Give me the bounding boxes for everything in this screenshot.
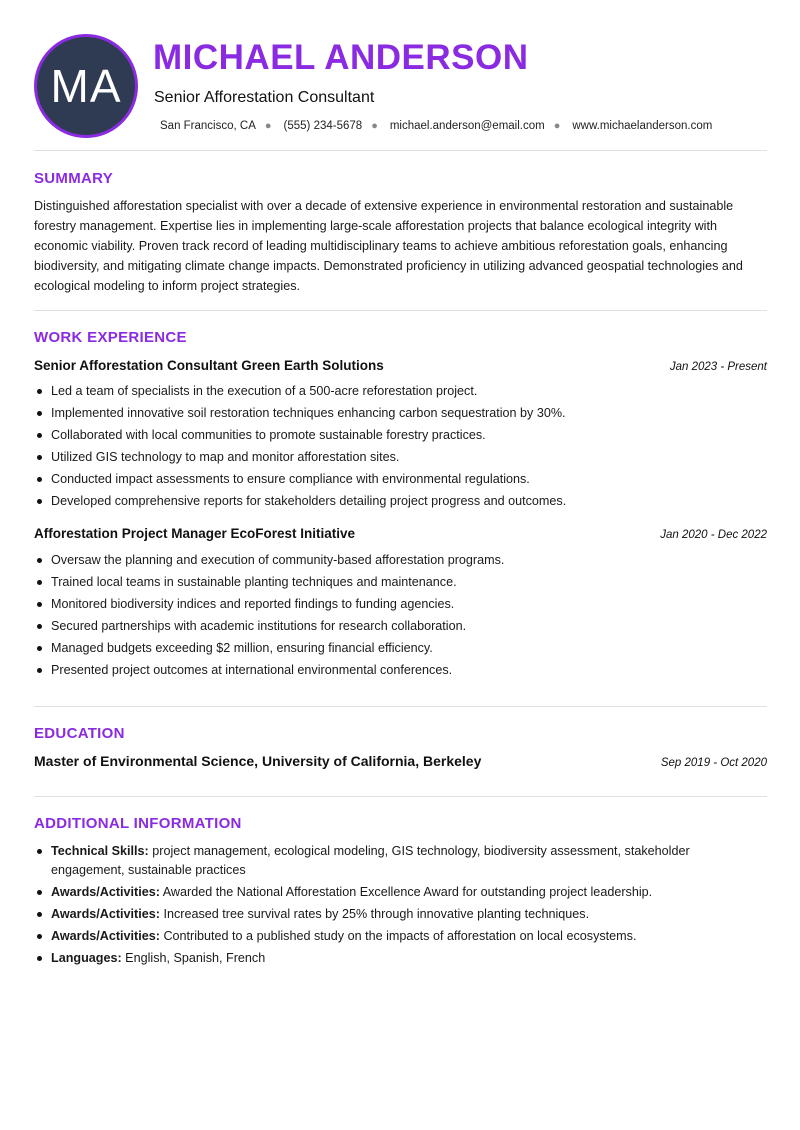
list-item: Implemented innovative soil restoration techniques enhancing carbon sequestration by 30%.: [34, 402, 767, 424]
contact-email[interactable]: michael.anderson@email.com: [389, 120, 545, 132]
divider: [34, 706, 767, 707]
list-item: Trained local teams in sustainable planting techniques and maintenance.: [34, 571, 767, 593]
job-title: Senior Afforestation Consultant Green Earth Solutions: [34, 358, 384, 373]
list-item: Presented project outcomes at international environmental conferences.: [34, 659, 767, 681]
list-item: [34, 883, 734, 902]
item-text: English, Spanish, French: [121, 951, 266, 965]
candidate-name: MICHAEL ANDERSON: [153, 38, 529, 77]
list-item: Collaborated with local communities to promote sustainable forestry practices.: [34, 424, 767, 446]
work-experience-heading: WORK EXPERIENCE: [34, 329, 187, 346]
item-label: Awards/Activities:: [51, 929, 160, 943]
additional-info-list: [34, 842, 734, 971]
list-item: [34, 927, 734, 946]
contact-bar: [160, 120, 712, 132]
item-text: project management, ecological modeling, GIS technology, biodiversity assessment, stakeholder engagement, sustainable practices: [51, 844, 690, 877]
job-date: Jan 2020 - Dec 2022: [660, 529, 767, 541]
job-bullets: [34, 549, 767, 681]
item-label: Awards/Activities:: [51, 907, 160, 921]
divider: [34, 310, 767, 311]
list-item: Oversaw the planning and execution of community-based afforestation programs.: [34, 549, 767, 571]
education-entry: [34, 753, 767, 769]
summary-heading: SUMMARY: [34, 170, 114, 187]
job-header: [34, 526, 767, 541]
avatar: [34, 34, 138, 138]
item-text: Awarded the National Afforestation Excellence Award for outstanding project leadership.: [159, 885, 653, 899]
job-date: Jan 2023 - Present: [669, 361, 767, 373]
separator-dot: ●: [553, 120, 561, 132]
item-text: Increased tree survival rates by 25% through innovative planting techniques.: [159, 907, 590, 921]
avatar-initials: MA: [50, 60, 122, 112]
education-heading: EDUCATION: [34, 725, 125, 742]
list-item: Secured partnerships with academic institutions for research collaboration.: [34, 615, 767, 637]
additional-info-heading: ADDITIONAL INFORMATION: [34, 815, 242, 832]
list-item: Led a team of specialists in the execution of a 500-acre reforestation project.: [34, 380, 767, 402]
list-item: [34, 949, 734, 968]
item-label: Languages:: [51, 951, 122, 965]
contact-phone: (555) 234-5678: [283, 120, 363, 132]
list-item: Conducted impact assessments to ensure compliance with environmental regulations.: [34, 468, 767, 490]
list-item: [34, 905, 734, 924]
separator-dot: ●: [264, 120, 272, 132]
list-item: Utilized GIS technology to map and monitor afforestation sites.: [34, 446, 767, 468]
divider: [34, 150, 767, 151]
item-label: Technical Skills:: [51, 844, 149, 858]
list-item: Managed budgets exceeding $2 million, ensuring financial efficiency.: [34, 637, 767, 659]
list-item: [34, 842, 734, 880]
item-label: Awards/Activities:: [51, 885, 160, 899]
contact-website[interactable]: www.michaelanderson.com: [572, 120, 713, 132]
degree-title: Master of Environmental Science, University of California, Berkeley: [34, 753, 482, 769]
list-item: Monitored biodiversity indices and reported findings to funding agencies.: [34, 593, 767, 615]
candidate-role: Senior Afforestation Consultant: [154, 89, 375, 106]
job-header: [34, 358, 767, 373]
item-text: Contributed to a published study on the impacts of afforestation on local ecosystems.: [159, 929, 637, 943]
job-bullets: [34, 380, 767, 512]
list-item: Developed comprehensive reports for stakeholders detailing project progress and outcomes.: [34, 490, 767, 512]
divider: [34, 796, 767, 797]
job-title: Afforestation Project Manager EcoForest Initiative: [34, 526, 356, 541]
contact-location: San Francisco, CA: [160, 120, 256, 132]
education-date: Sep 2019 - Oct 2020: [660, 757, 767, 769]
separator-dot: ●: [371, 120, 378, 132]
summary-text: Distinguished afforestation specialist with over a decade of extensive experience in environmental restoration and sustainable forestry management. Expertise lies in implementing large-scale afforestation projects that balance ecological integrity with economic viability. Proven track record of leading multidisciplinary teams to achieve ambitious reforestation goals, enhancing biodiversity, and mitigating climate change impacts. Demonstrated proficiency in utilizing advanced geospatial technologies and ecological modeling to inform project strategies.: [34, 199, 743, 293]
